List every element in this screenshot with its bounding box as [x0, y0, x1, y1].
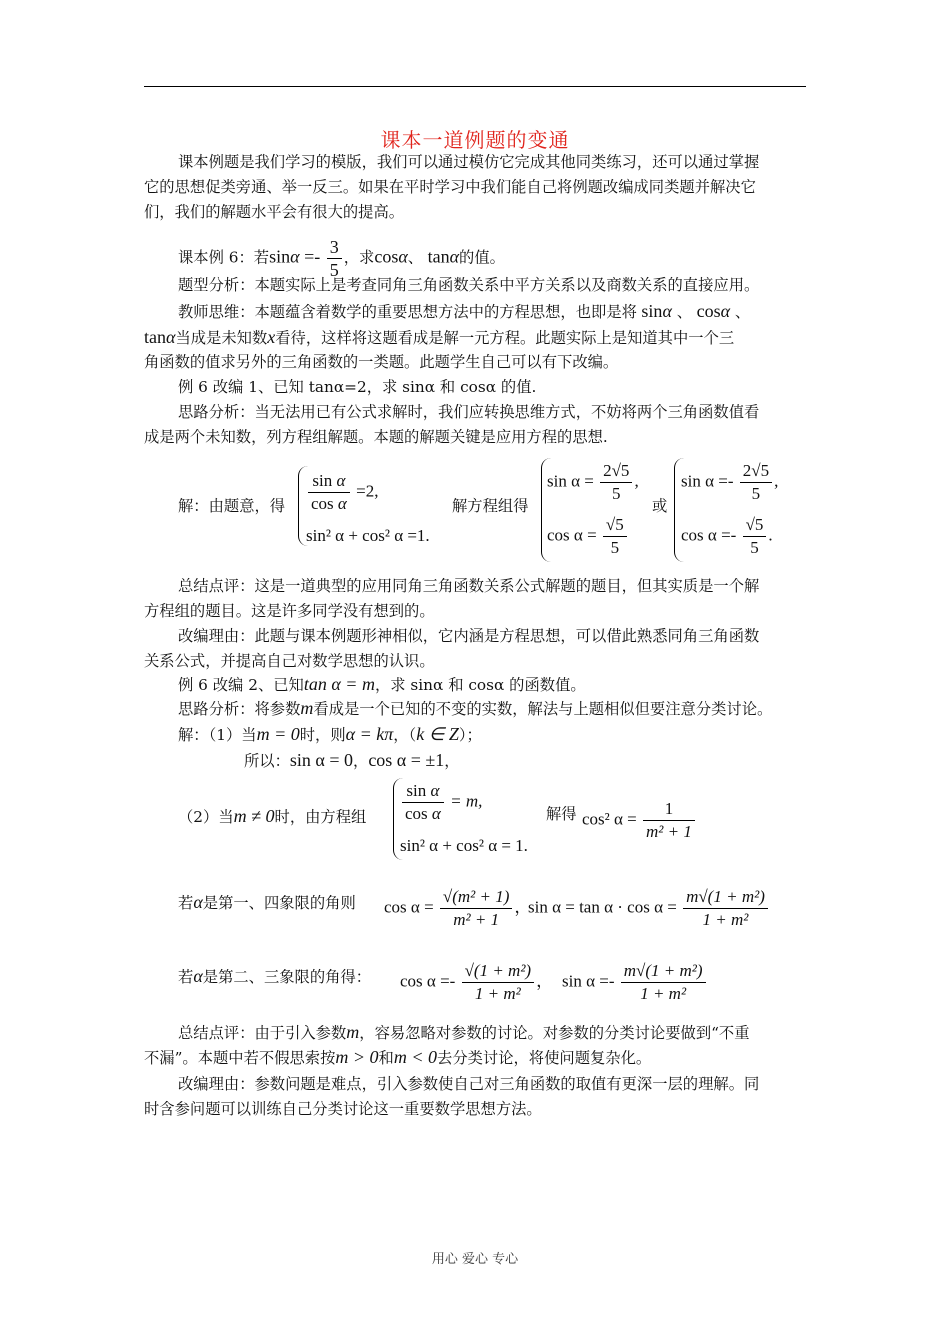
variant1-summary-2: 方程组的题目。这是许多同学没有想到的。 — [144, 602, 435, 620]
variant2-summary-2: 不漏”。本题中若不假思索按m > 0和m < 0去分类讨论，将使问题复杂化。 — [144, 1047, 652, 1067]
solution2-cos: cos α =- $\frac{√5}{5}$ . — [681, 515, 773, 557]
fraction: $\frac{3}{5}$ — [327, 236, 342, 281]
variant1-idea-2: 成是两个未知数，列方程组解题。本题的解题关键是应用方程的思想. — [144, 428, 608, 446]
page-title: 课本一道例题的变通 — [380, 128, 570, 152]
case2-solve-label: 解得 — [546, 805, 577, 823]
variant1-reason-1: 改编理由：此题与课本例题形神相似，它内涵是方程思想，可以借此熟悉同角三角函数 — [178, 627, 760, 645]
case2-result: cos² α = $\frac{1}{\text{m² + 1}}$ — [582, 798, 697, 843]
quadrant23-cos: cos α =- $\frac{\text{√(1 + m²)}}{\text{1 + m²}}$ ， — [400, 961, 554, 1003]
variant1-summary-1: 总结点评：这是一道典型的应用同角三角函数关系公式解题的题目，但其实质是一个解 — [178, 577, 760, 595]
system-eq-2: sin² α + cos² α =1. — [306, 526, 430, 545]
textbook-example: 课本例 6：若sinα =- $\frac{3}{5}$ ，求cosα、 tanα的值。 — [178, 237, 505, 280]
header-rule — [144, 86, 806, 87]
quadrant14-sin: sin α = tan α · cos α = $\frac{\text{m√(1 + m²)}}{\text{1 + m²}}$ — [528, 886, 770, 931]
intro-line-2: 它的思想促类旁通、举一反三。如果在平时学习中我们能自己将例题改编成同类题并解决它 — [144, 178, 756, 196]
quadrant14-label: 若α是第一、四象限的角则 — [178, 892, 356, 912]
variant1-reason-2: 关系公式，并提高自己对数学思想的认识。 — [144, 652, 435, 670]
teacher-line-3: 角函数的值求另外的三角函数的一类题。此题学生自己可以有下改编。 — [144, 353, 619, 371]
case1-result: 所以：sin α = 0，cos α = ±1， — [244, 750, 460, 770]
quadrant23-sin: sin α =- $\frac{\text{m√(1 + m²)}}{\text{1 + m²}}$ — [562, 960, 708, 1005]
system-eq-1: $\frac{\text{sin α}}{\text{cos α}}$ =2, — [306, 470, 378, 515]
quadrant14-cos: cos α = $\frac{\text{√(m² + 1)}}{\text{m² + 1}}$ ， — [384, 887, 532, 929]
solve-label: 解方程组得 — [452, 497, 529, 515]
variant1-idea-1: 思路分析：当无法用已有公式求解时，我们应转换思维方式，不妨将两个三角函数值看 — [178, 403, 760, 421]
quadrant23-label: 若α是第二、三象限的角得： — [178, 966, 372, 986]
case2-eq-1: $\frac{\text{sin α}}{\text{cos α}}$ = m, — [400, 780, 482, 825]
solution1-sin: sin α = $\frac{2√5}{5}$ , — [547, 461, 639, 503]
variant2-reason-2: 时含参问题可以训练自己分类讨论这一重要数学思想方法。 — [144, 1100, 542, 1118]
variant2-idea: 思路分析：将参数m看成是一个已知的不变的实数，解法与上题相似但要注意分类讨论。 — [178, 698, 773, 718]
intro-line-3: 们，我们的解题水平会有很大的提高。 — [144, 203, 405, 221]
case2-eq-2: sin² α + cos² α = 1. — [400, 836, 528, 855]
variant2-summary-1: 总结点评：由于引入参数m，容易忽略对参数的讨论。对参数的分类讨论要做到“不重 — [178, 1022, 750, 1042]
solution1-cos: cos α = $\frac{√5}{5}$ — [547, 514, 629, 559]
variant1-solution-label: 解：由题意，得 — [178, 497, 286, 515]
variant1-question: 例 6 改编 1、已知 tanα=2，求 sinα 和 cosα 的值. — [178, 378, 537, 396]
variant2-question: 例 6 改编 2、已知tan α = m，求 sinα 和 cosα 的函数值。 — [178, 674, 586, 694]
teacher-line-2: tanα当成是未知数x看待，这样将这题看成是解一元方程。此题实际上是知道其中一个三 — [144, 327, 735, 347]
solution2-sin: sin α =- $\frac{2√5}{5}$ , — [681, 461, 779, 503]
teacher-line-1: 教师思维：本题蕴含着数学的重要思想方法中的方程思想，也即是将 sinα 、 cosα 、 — [178, 301, 751, 321]
page-footer: 用心 爱心 专心 — [431, 1252, 519, 1267]
intro-line-1: 课本例题是我们学习的模版，我们可以通过模仿它完成其他同类练习，还可以通过掌握 — [178, 153, 760, 171]
case2-label: （2）当m ≠ 0时，由方程组 — [178, 806, 367, 826]
case1-line: 解：（1）当m = 0时，则α = kπ，（k ∈ Z）； — [178, 724, 482, 744]
problem-analysis: 题型分析：本题实际上是考查同角三角函数关系中平方关系以及商数关系的直接应用。 — [178, 276, 760, 294]
or-label: 或 — [652, 497, 668, 515]
variant2-reason-1: 改编理由：参数问题是难点，引入参数使自己对三角函数的取值有更深一层的理解。同 — [178, 1075, 760, 1093]
